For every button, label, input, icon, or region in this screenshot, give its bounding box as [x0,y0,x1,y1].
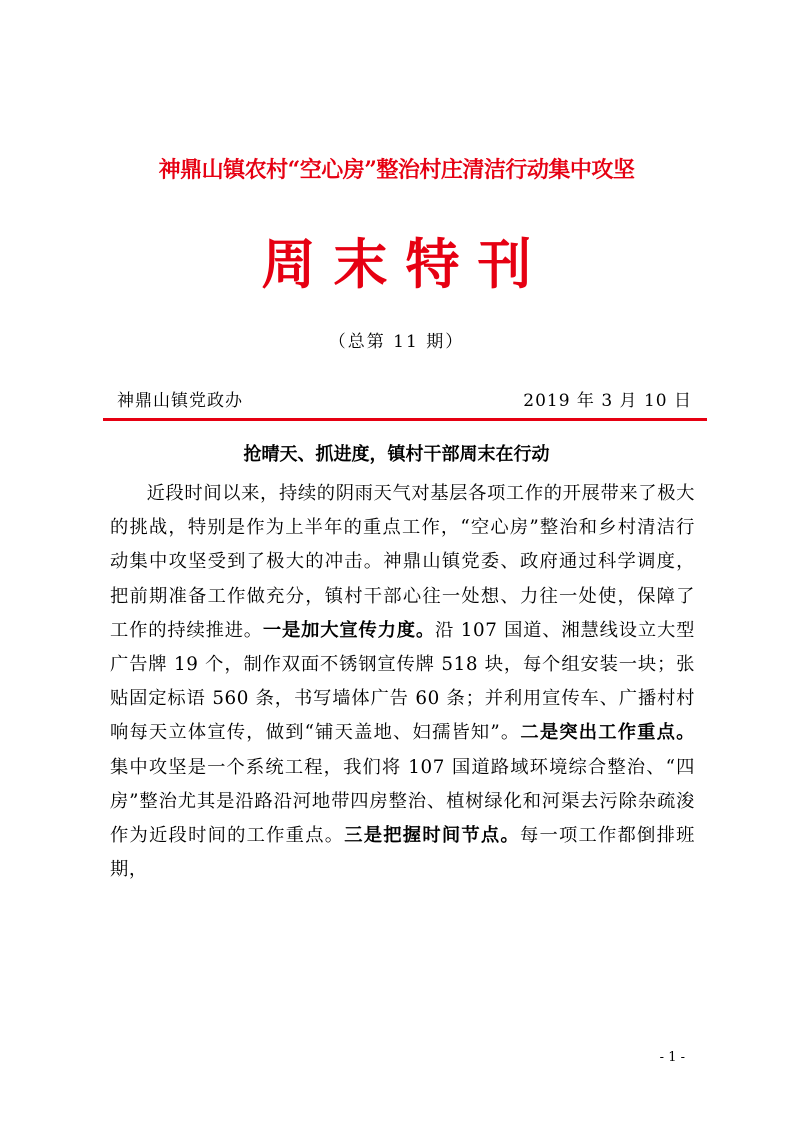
publisher-name: 神鼎山镇党政办 [117,391,243,411]
header-divider-line [103,418,707,421]
point-three-text: 每一项工作都倒排班期， [110,825,695,881]
point-two-text: 集中攻坚是一个系统工程，我们将 107 国道路域环境综合整治、“四房”整治尤其是沿路沿河地带四房整治、植树绿化和河渠去污除杂疏浚作为近段时间的工作重点。 [110,756,695,847]
publication-date: 2019 年 3 月 10 日 [523,391,692,411]
campaign-title: 神鼎山镇农村“空心房”整治村庄清洁行动集中攻坚 [158,157,635,183]
point-one-heading: 一是加大宣传力度。 [262,619,435,641]
publication-meta-row [117,386,692,410]
article-title: 抢晴天、抓进度，镇村干部周末在行动 [243,444,550,465]
point-three-heading: 三是把握时间节点。 [344,825,520,847]
point-two-heading: 二是突出工作重点。 [520,722,695,744]
point-one-text: 沿 107 国道、湘慧线设立大型广告牌 19 个，制作双面不锈钢宣传牌 518 块，每个组安装一块；张贴固定标语 560 条，书写墙体广告 60 条；并利用宣传车、广播村村响每天立体宣传，做到“铺天盖地、妇孺皆知”。 [110,619,695,744]
article-paragraph-intro: 近段时间以来，持续的阴雨天气对基层各项工作的开展带来了极大的挑战，特别是作为上半年的重点工作，“空心房”整治和乡村清洁行动集中攻坚受到了极大的冲击。神鼎山镇党委、政府通过科学调度，把前期准备工作做充分，镇村干部心往一处想、力往一处使，保障了工作的持续推进。 [110,483,695,641]
issue-number: （总第 11 期） [328,332,465,352]
article-body [110,477,695,887]
masthead-title: 周末特刊 [261,232,550,296]
page-number: - 1 - [659,1050,685,1065]
